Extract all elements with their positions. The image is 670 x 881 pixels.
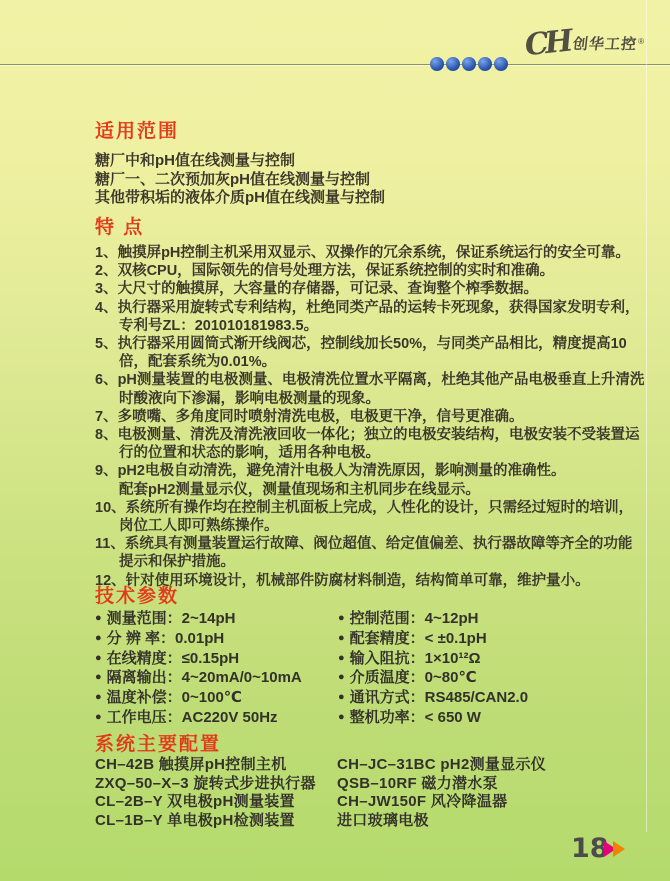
tech-param-row — [338, 689, 528, 709]
config-item-code: CH–42B — [95, 756, 159, 773]
config-item-code: CL–1B–Y — [95, 811, 168, 829]
config-item-description: 单电极pH检测装置 — [167, 811, 295, 829]
tech-param-label: 隔离输出： — [106, 669, 182, 687]
logo-ch-monogram-icon: CH — [523, 23, 571, 64]
feature-line: 10、系统所有操作均在控制主机面板上完成，人性化的设计，只需经过短时的培训， — [95, 499, 634, 516]
config-item-row — [337, 812, 546, 831]
feature-line: 提示和保护措施。 — [119, 554, 235, 571]
section-title: 适用范围 — [95, 121, 180, 142]
tech-param-row — [95, 689, 302, 709]
tech-param-label: 介质温度： — [349, 669, 425, 687]
tech-param-label: 通讯方式： — [349, 689, 425, 707]
tech-param-label: 工作电压： — [106, 708, 182, 726]
tech-param-label: 温度补偿： — [106, 689, 182, 707]
bullet-icon: ● — [95, 631, 102, 644]
tech-param-value: < 650 W — [424, 708, 481, 726]
tech-param-label: 配套精度： — [349, 629, 425, 647]
tech-param-value: 4~12pH — [424, 610, 479, 627]
config-right-column — [337, 756, 546, 830]
config-item-code: CH–JW150F — [337, 793, 431, 811]
feature-line: 专利号ZL：201010181983.5。 — [119, 317, 319, 334]
bullet-icon: ● — [338, 671, 345, 684]
feature-line: 9、pH2电极自动清洗，避免清汁电极人为清洗原因，影响测量的准确性。 — [95, 463, 566, 480]
registered-trademark-icon: ® — [638, 37, 644, 46]
tech-param-value: RS485/CAN2.0 — [424, 689, 529, 707]
config-item-row — [95, 756, 316, 775]
section-technical-parameters — [95, 581, 655, 726]
tech-param-label: 在线精度： — [106, 649, 182, 667]
tech-param-value: 0.01pH — [175, 629, 225, 647]
config-item-row — [95, 775, 316, 794]
tech-param-label: 控制范围： — [349, 610, 425, 627]
bullet-icon: ● — [95, 710, 102, 723]
header-dot-row — [430, 57, 508, 71]
blue-dot-icon — [494, 57, 508, 71]
feature-line: 1、触摸屏pH控制主机采用双显示、双操作的冗余系统，保证系统运行的安全可靠。 — [95, 245, 630, 261]
bullet-icon: ● — [338, 631, 345, 644]
config-item-description: 双电极pH测量装置 — [167, 793, 295, 811]
company-logo — [523, 23, 644, 64]
config-item-row — [95, 793, 316, 812]
tech-param-row — [338, 709, 528, 729]
tech-param-label: 输入阻抗： — [349, 649, 425, 667]
bullet-icon: ● — [95, 651, 102, 664]
tech-param-value: 0~100℃ — [181, 689, 242, 707]
page-number: 18 — [571, 833, 609, 864]
section-title: 特 点 — [95, 217, 145, 238]
tech-param-row — [95, 650, 302, 670]
bullet-icon: ● — [338, 612, 345, 624]
feature-list — [95, 244, 661, 590]
feature-line: 岗位工人即可熟练操作。 — [119, 518, 279, 535]
tech-param-row — [95, 669, 302, 689]
tech-param-value: 2~14pH — [181, 610, 236, 627]
tech-param-value: ≤0.15pH — [181, 649, 240, 667]
bullet-icon: ● — [338, 691, 345, 704]
feature-line: 3、大尺寸的触摸屏，大容量的存储器，可记录、查询整个榨季数据。 — [95, 281, 539, 298]
feature-line: 5、执行器采用圆筒式渐开线阀芯，控制线加长50%，与同类产品相比，精度提高10 — [95, 336, 627, 353]
section-title: 技术参数 — [95, 586, 180, 607]
application-scope-lines — [95, 152, 385, 208]
scope-line: 糖厂中和pH值在线测量与控制 — [95, 152, 295, 169]
tech-param-label: 整机功率： — [349, 708, 425, 726]
config-item-code: CL–2B–Y — [95, 793, 168, 811]
feature-line: 11、系统具有测量装置运行故障、阀位超值、给定值偏差、执行器故障等齐全的功能 — [95, 536, 633, 553]
bullet-icon: ● — [338, 651, 345, 664]
config-item-description: pH2测量显示仪 — [440, 756, 547, 773]
logo-company-name: 创华工控 — [572, 36, 638, 53]
config-item-code: ZXQ–50–X–3 — [95, 774, 194, 792]
bullet-icon: ● — [95, 691, 102, 704]
tech-param-value: 4~20mA/0~10mA — [181, 669, 302, 687]
bullet-icon: ● — [95, 612, 102, 624]
tech-param-row — [338, 669, 528, 689]
tech-param-row — [338, 650, 528, 670]
feature-line: 行的位置和状态的影响，适用各种电极。 — [119, 445, 380, 462]
arrow-right-orange-icon — [613, 841, 625, 857]
tech-param-value: 1×10¹²Ω — [424, 649, 481, 667]
tech-param-row — [338, 630, 528, 650]
tech-param-label: 分 辨 率： — [106, 629, 175, 647]
config-item-code: QSB–10RF — [337, 774, 422, 792]
scope-line: 其他带积垢的液体介质pH值在线测量与控制 — [95, 189, 385, 206]
section-features — [95, 212, 661, 590]
feature-line: 倍，配套系统为0.01%。 — [119, 354, 277, 371]
config-item-row — [337, 775, 546, 794]
tech-param-value: AC220V 50Hz — [181, 708, 278, 726]
feature-line: 配套pH2测量显示仪，测量值现场和主机同步在线显示。 — [119, 481, 480, 498]
feature-line: 6、pH测量装置的电极测量、电极清洗位置水平隔离，杜绝其他产品电极垂直上升清洗 — [95, 372, 645, 389]
config-item-row — [95, 812, 316, 831]
section-application-scope — [95, 116, 385, 208]
feature-line: 4、执行器采用旋转式专利结构，杜绝同类产品的运转卡死现象，获得国家发明专利， — [95, 299, 640, 316]
tech-param-row — [95, 610, 302, 630]
blue-dot-icon — [462, 57, 476, 71]
bullet-icon: ● — [338, 710, 345, 723]
config-item-description: 触摸屏pH控制主机 — [158, 756, 287, 773]
tech-param-row — [95, 630, 302, 650]
tech-params-right-column — [338, 610, 528, 729]
tech-param-row — [338, 610, 528, 630]
config-item-description: 磁力潜水泵 — [421, 774, 498, 792]
config-item-row — [337, 756, 546, 775]
config-left-column — [95, 756, 316, 830]
section-title: 系统主要配置 — [95, 734, 222, 755]
config-item-description: 进口玻璃电极 — [337, 811, 429, 829]
feature-line: 8、电极测量、清洗及清洗液回收一体化；独立的电极安装结构，电极安装不受装置运 — [95, 427, 640, 444]
config-item-description: 风冷降温器 — [430, 793, 508, 811]
tech-params-left-column — [95, 610, 302, 729]
config-item-row — [337, 793, 546, 812]
tech-param-label: 测量范围： — [106, 610, 182, 627]
config-item-code: CH–JC–31BC — [337, 756, 441, 773]
tech-param-value: 0~80℃ — [424, 669, 477, 687]
feature-line: 2、双核CPU，国际领先的信号处理方法，保证系统控制的实时和准确。 — [95, 263, 555, 280]
scope-line: 糖厂一、二次预加灰pH值在线测量与控制 — [95, 170, 370, 188]
feature-line: 7、多喷嘴、多角度同时喷射清洗电极，电极更干净，信号更准确。 — [95, 408, 524, 425]
feature-line: 时酸液向下渗漏，影响电极测量的现象。 — [119, 390, 380, 407]
blue-dot-icon — [478, 57, 492, 71]
tech-param-row — [95, 709, 302, 729]
feature-line: 12、针对使用环境设计，机械部件防腐材料制造，结构简单可靠，维护量小。 — [95, 572, 590, 589]
bullet-icon: ● — [95, 671, 102, 684]
tech-param-value: < ±0.1pH — [424, 629, 487, 647]
page-arrows — [604, 841, 625, 857]
config-item-description: 旋转式步进执行器 — [193, 774, 316, 792]
blue-dot-icon — [430, 57, 444, 71]
section-system-configuration — [95, 729, 655, 829]
header-rule — [0, 64, 670, 65]
blue-dot-icon — [446, 57, 460, 71]
